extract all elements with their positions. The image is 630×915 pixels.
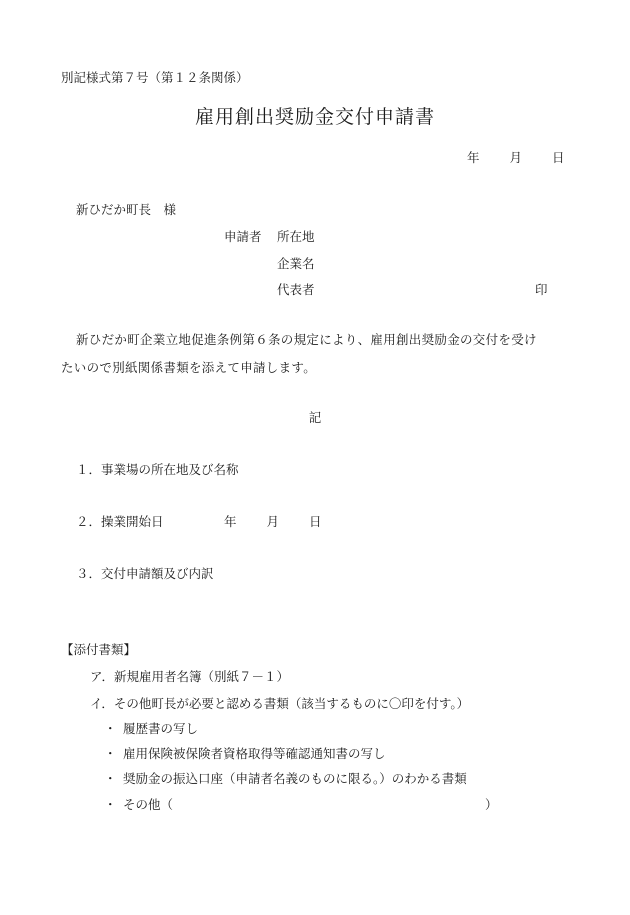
item-grant-amount: ３．交付申請額及び内訳 xyxy=(76,566,214,581)
attachments-header: 【添付書類】 xyxy=(61,642,137,657)
seal-mark: 印 xyxy=(535,282,548,297)
addressee: 新ひだか町長 様 xyxy=(76,202,177,217)
applicant-label: 申請者 xyxy=(224,229,262,244)
date-year-label: 年 xyxy=(467,150,480,165)
item-operation-start-date: ２．操業開始日 xyxy=(76,514,164,529)
bullet-icon: ・ xyxy=(104,721,117,736)
attachment-insurance-notice: 雇用保険被保険者資格取得等確認通知書の写し xyxy=(123,746,386,761)
bullet-icon: ・ xyxy=(104,746,117,761)
bullet-icon: ・ xyxy=(104,771,117,786)
company-name-label: 企業名 xyxy=(277,256,315,271)
attachment-other: その他（ xyxy=(123,797,174,812)
form-number: 別記様式第７号（第１２条関係） xyxy=(61,70,249,85)
op-month-label: 月 xyxy=(266,514,280,529)
date-line xyxy=(467,150,565,165)
attachment-a: ア．新規雇用者名簿（別紙７－１） xyxy=(90,669,290,684)
body-text-line-1: 新ひだか町企業立地促進条例第６条の規定により、雇用創出奨励金の交付を受け xyxy=(76,332,537,347)
body-text-line-2: たいので別紙関係書類を添えて申請します。 xyxy=(61,360,317,375)
attachment-other-close: ） xyxy=(485,797,498,812)
bullet-icon: ・ xyxy=(104,797,117,812)
operation-date-fields xyxy=(224,514,322,529)
date-month-label: 月 xyxy=(509,150,523,165)
attachment-resume: 履歴書の写し xyxy=(123,721,199,736)
date-day-label: 日 xyxy=(552,150,565,165)
representative-label: 代表者 xyxy=(277,282,315,297)
attachment-i: イ．その他町長が必要と認める書類（該当するものに〇印を付す。） xyxy=(90,696,470,711)
attachment-bank-account: 奨励金の振込口座（申請者名義のものに限る。）のわかる書類 xyxy=(123,771,467,786)
address-label: 所在地 xyxy=(277,229,315,244)
op-year-label: 年 xyxy=(224,514,237,529)
document-title: 雇用創出奨励金交付申請書 xyxy=(194,106,435,128)
item-business-location: １．事業場の所在地及び名称 xyxy=(76,462,239,477)
op-day-label: 日 xyxy=(309,514,322,529)
ki-heading: 記 xyxy=(308,410,322,425)
